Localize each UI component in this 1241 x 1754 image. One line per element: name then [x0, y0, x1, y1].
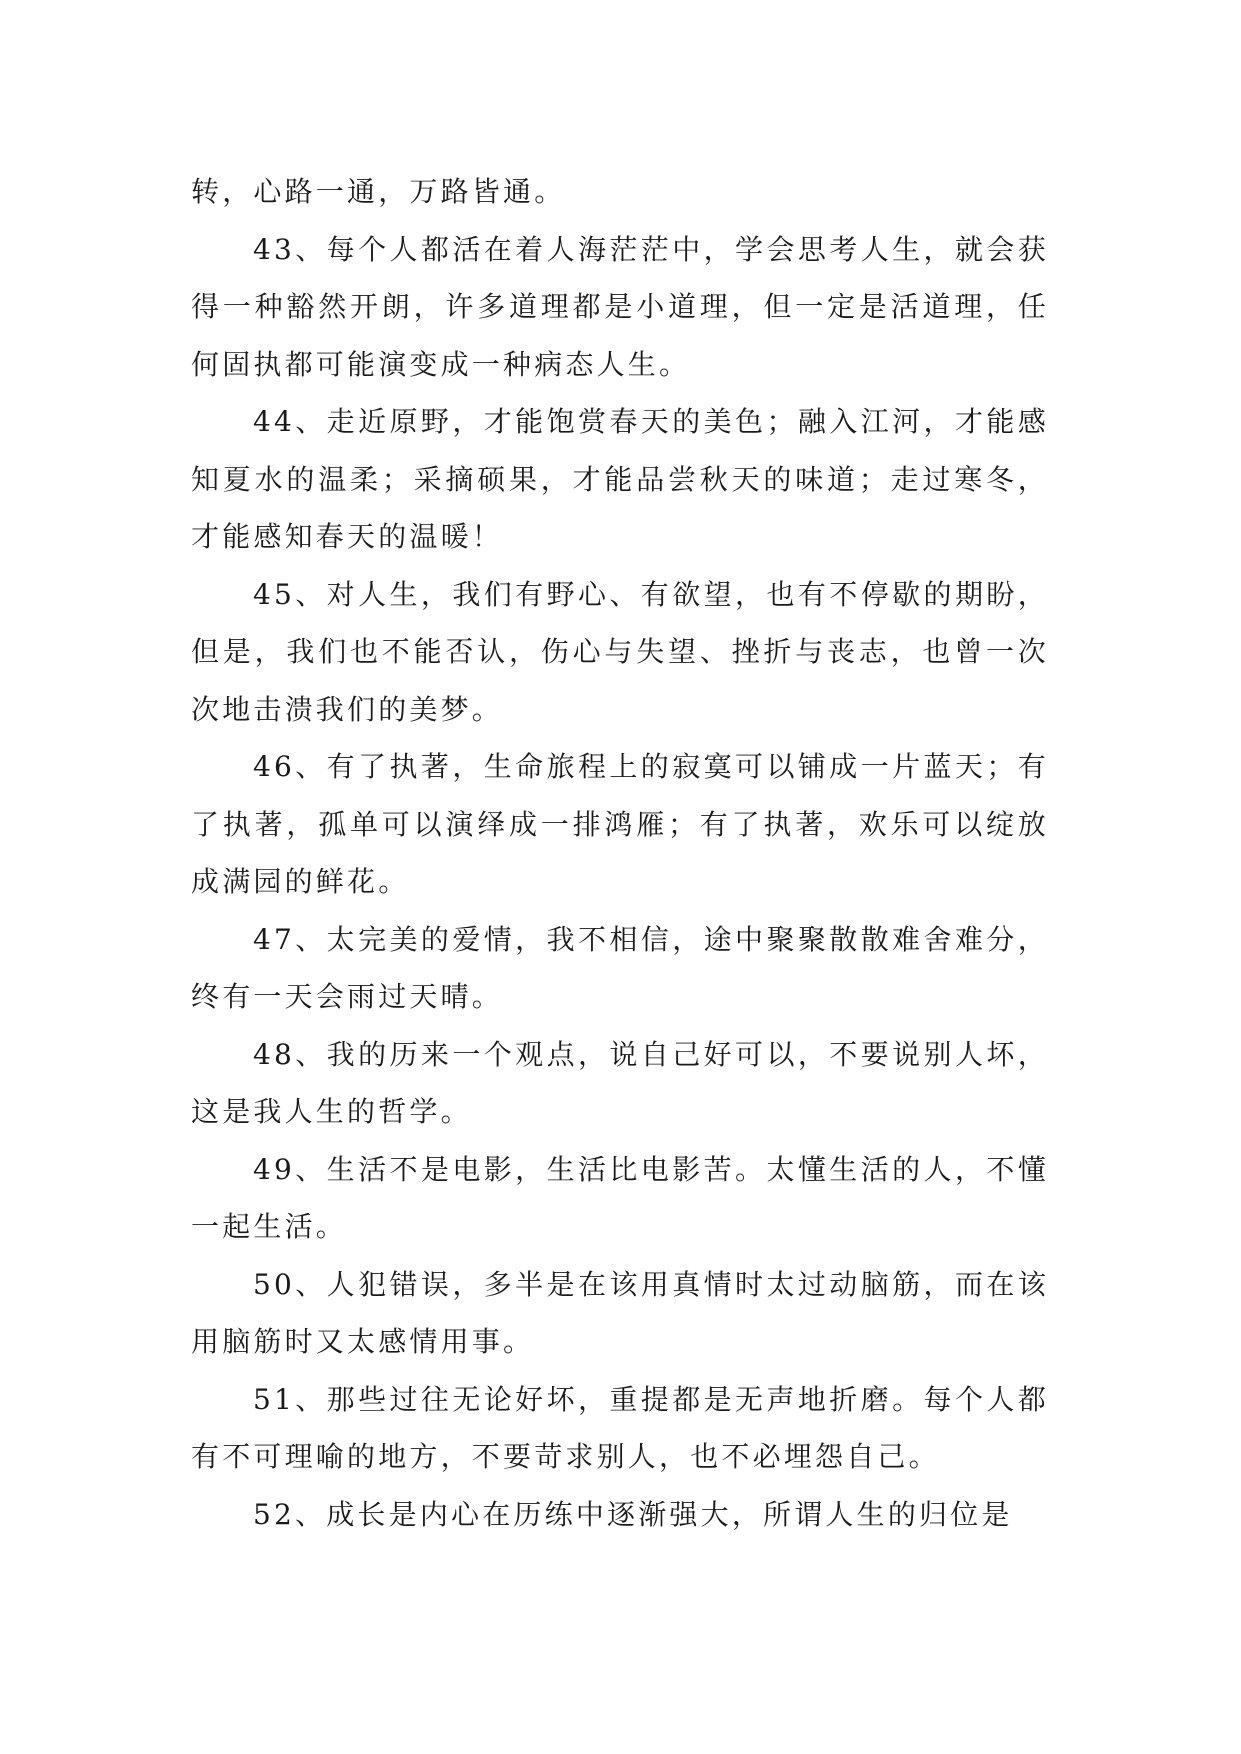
paragraph-continuation: 转，心路一通，万路皆通。	[191, 175, 566, 208]
paragraph-51: 51、那些过往无论好坏，重提都是无声地折磨。每个人都有不可理喻的地方，不要苛求别人，也不必埋怨自己。	[191, 1382, 1049, 1473]
paragraph-47: 47、太完美的爱情，我不相信，途中聚聚散散难舍难分，终有一天会雨过天晴。	[191, 922, 1049, 1013]
paragraph-46: 46、有了执著，生命旅程上的寂寞可以铺成一片蓝天；有了执著，孤单可以演绎成一排鸿雁；有了执著，欢乐可以绽放成满园的鲜花。	[191, 750, 1049, 898]
paragraph-49: 49、生活不是电影，生活比电影苦。太懂生活的人，不懂一起生活。	[191, 1152, 1049, 1243]
paragraph-52: 52、成长是内心在历练中逐渐强大，所谓人生的归位是	[253, 1497, 1013, 1531]
paragraph-45: 45、对人生，我们有野心、有欲望，也有不停歇的期盼，但是，我们也不能否认，伤心与失望、挫折与丧志，也曾一次次地击溃我们的美梦。	[191, 577, 1049, 726]
document-body	[191, 163, 1049, 1543]
paragraph-44: 44、走近原野，才能饱赏春天的美色；融入江河，才能感知夏水的温柔；采摘硕果，才能品尝秋天的味道；走过寒冬，才能感知春天的温暖！	[191, 405, 1049, 553]
paragraph-43: 43、每个人都活在着人海茫茫中，学会思考人生，就会获得一种豁然开朗，许多道理都是小道理，但一定是活道理，任何固执都可能演变成一种病态人生。	[191, 232, 1049, 381]
paragraph-48: 48、我的历来一个观点，说自己好可以，不要说别人坏，这是我人生的哲学。	[191, 1037, 1049, 1128]
paragraph-50: 50、人犯错误，多半是在该用真情时太过动脑筋，而在该用脑筋时又太感情用事。	[191, 1267, 1049, 1358]
